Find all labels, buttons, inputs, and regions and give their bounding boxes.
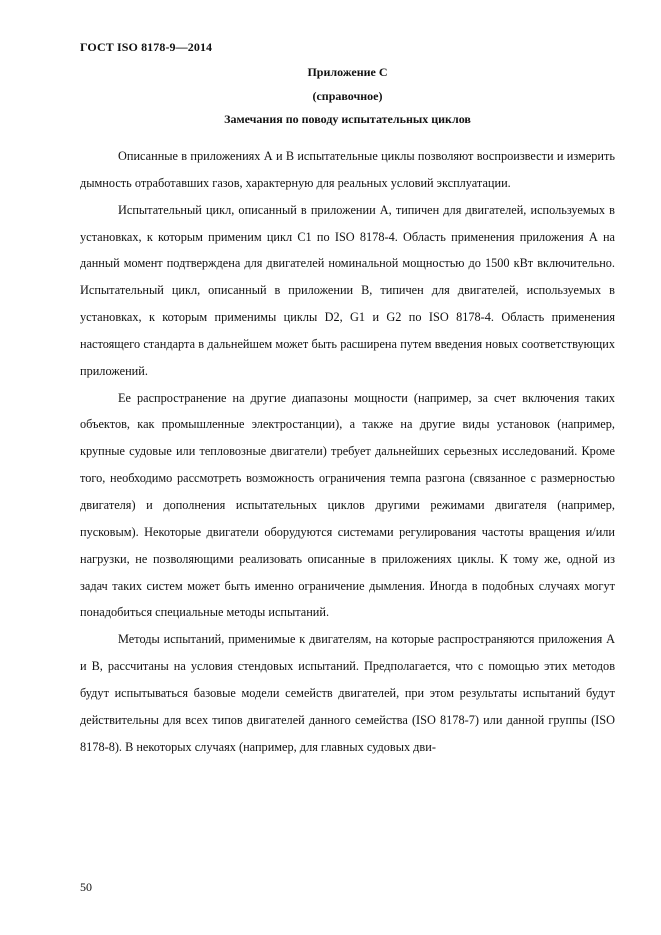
paragraph-2: Испытательный цикл, описанный в приложении А, типичен для двигателей, используемых в установках, к которым применим цикл С1 по ISO 8178-4. Область применения приложения А на данный момент подтверждена для двигателей номинальной мощностью до 1500 кВт включительно. Испытательный цикл, описанный в приложении В, типичен для двигателей, используемых в установках, к которым применимы циклы D2, G1 и G2 по ISO 8178-4. Область применения настоящего стандарта в дальнейшем может быть расширена путем введения новых соответствующих приложений.: [80, 202, 615, 378]
standard-designation: ГОСТ ISO 8178-9—2014: [80, 40, 213, 54]
paragraph-3: Ее распространение на другие диапазоны мощности (например, за счет включения таких объектов, как промышленные электростанции), а также на другие виды установок (например, крупные судовые или тепловозные двигатели) требует дальнейших серьезных исследований. Кроме того, необходимо рассмотреть возможность ограничения темпа разгона (связанное с размерностью двигателя) и дополнения испытательных циклов другими режимами двигателя (например, пусковым). Некоторые двигатели оборудуются системами регулирования частоты вращения и/или нагрузки, не позволяющими реализовать описанные в приложениях циклы. К тому же, одной из задач таких систем может быть именно ограничение дымления. Иногда в подобных случаях могут понадобиться специальные методы испытаний.: [80, 390, 615, 620]
appendix-kind: (справочное): [312, 89, 383, 103]
appendix-subject: Замечания по поводу испытательных циклов: [224, 112, 471, 126]
appendix-body: [80, 143, 615, 760]
page-number: 50: [80, 880, 92, 894]
paragraph-4: Методы испытаний, применимые к двигателям, на которые распространяются приложения А и В, рассчитаны на условия стендовых испытаний. Предполагается, что с помощью этих методов будут испытываться базовые модели семейств двигателей, при этом результаты испытаний будут действительны для всех типов двигателей данного семейства (ISO 8178-7) или данной группы (ISO 8178-8). В некоторых случаях (например, для главных судовых дви-: [80, 632, 615, 754]
paragraph-1: Описанные в приложениях А и В испытательные циклы позволяют воспроизвести и измерить дымность отработавших газов, характерную для реальных условий эксплуатации.: [80, 149, 615, 190]
appendix-title: Приложение С: [307, 65, 388, 79]
